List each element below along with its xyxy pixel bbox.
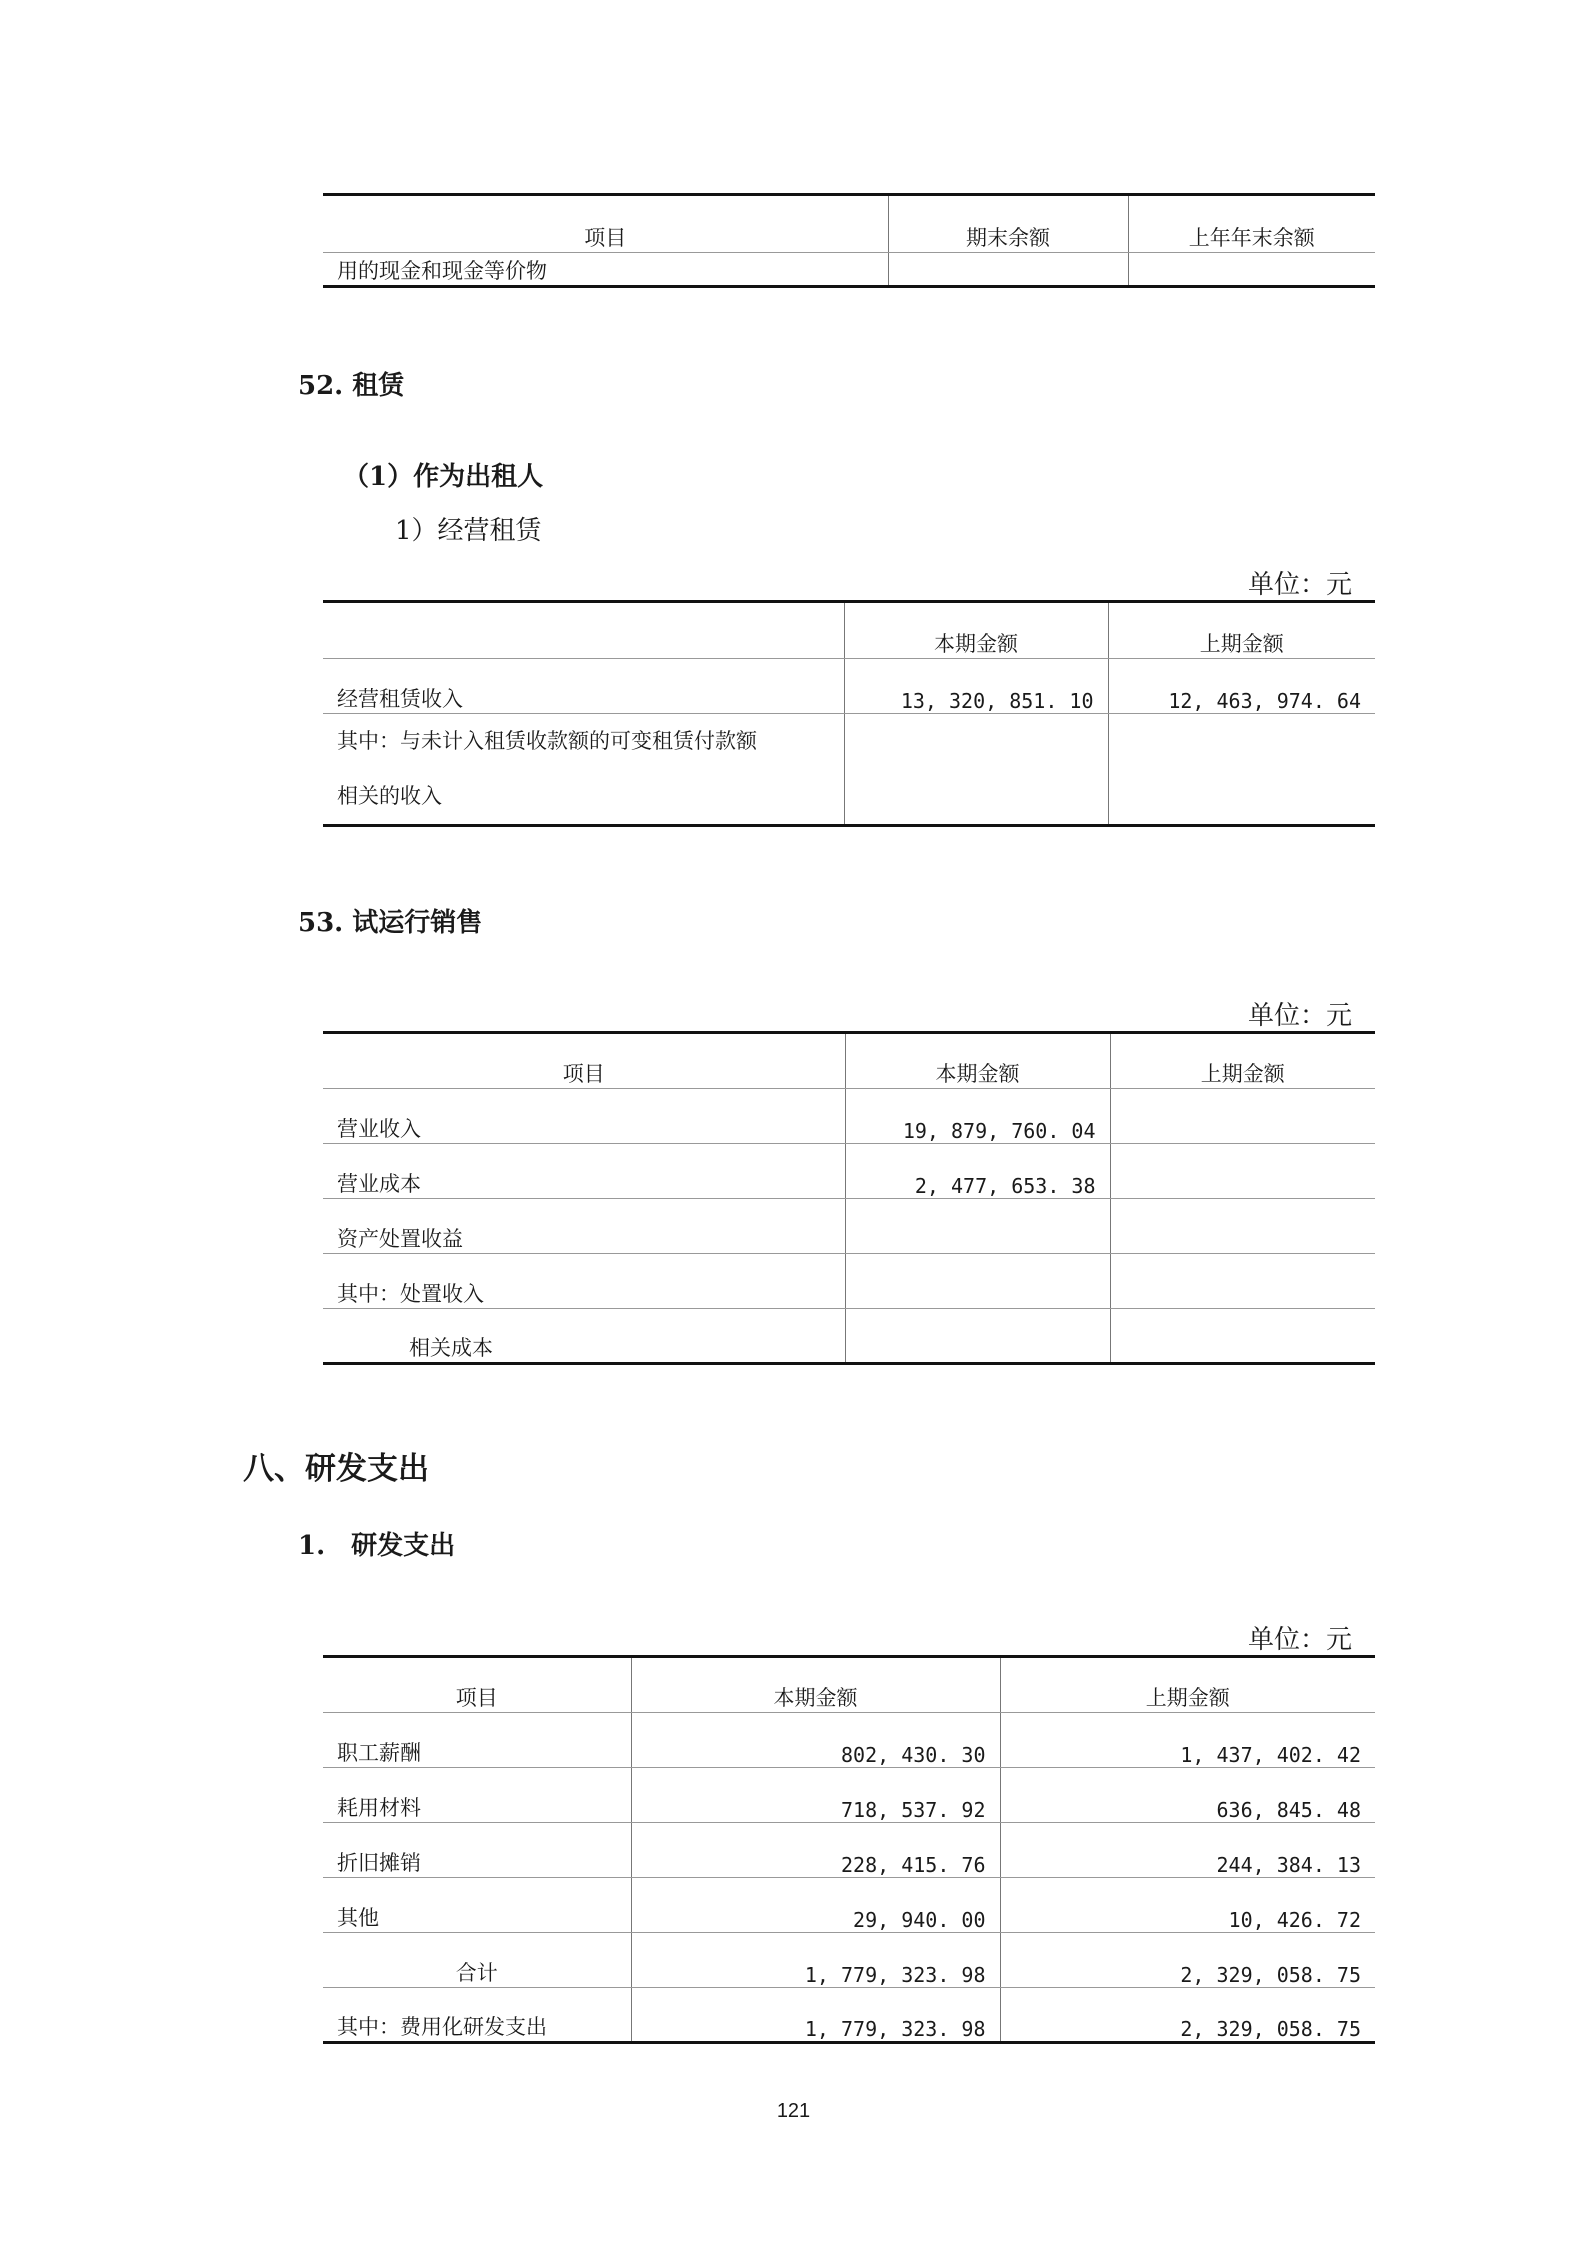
header-item: 项目 [323, 195, 888, 253]
header-item: 项目 [323, 1657, 631, 1713]
header-item [323, 602, 844, 659]
row-label: 营业收入 [323, 1089, 845, 1144]
section-53-unit: 单位：元 [1248, 1001, 1353, 1031]
row-prior: 1, 437, 402. 42 [1000, 1713, 1375, 1768]
row-prior [1110, 1199, 1375, 1254]
section-8-title: 八、研发支出 [243, 1451, 429, 1487]
row-label: 资产处置收益 [323, 1199, 845, 1254]
row-prior: 2, 329, 058. 75 [1000, 1933, 1375, 1988]
row-prior [1110, 1089, 1375, 1144]
row-current [845, 1199, 1110, 1254]
row-current: 228, 415. 76 [631, 1823, 1000, 1878]
row-current: 2, 477, 653. 38 [845, 1144, 1110, 1199]
row-current [845, 1309, 1110, 1364]
section-52-sub1: （1）作为出租人 [343, 462, 544, 492]
section-8-unit: 单位：元 [1248, 1625, 1353, 1655]
header-prior-year-end-balance: 上年年末余额 [1128, 195, 1375, 253]
section-8-sub1: 1. 研发支出 [298, 1531, 456, 1561]
row-current: 13, 320, 851. 10 [844, 659, 1108, 714]
trial-run-sales-table [323, 1031, 1375, 1365]
page-number: 121 [776, 2100, 811, 2122]
header-item: 项目 [323, 1033, 845, 1089]
section-52-unit: 单位：元 [1248, 570, 1353, 600]
header-current: 本期金额 [844, 602, 1108, 659]
operating-lease-table [323, 600, 1375, 827]
cash-equivalents-table [323, 193, 1375, 288]
row-current [845, 1254, 1110, 1309]
row-label: 相关成本 [409, 1336, 493, 1360]
row-label: 经营租赁收入 [323, 659, 844, 714]
section-52-title: 52. 租赁 [298, 371, 405, 401]
header-current: 本期金额 [845, 1033, 1110, 1089]
row-label: 其中：处置收入 [323, 1254, 845, 1309]
row-current: 1, 779, 323. 98 [631, 1988, 1000, 2043]
row-label: 职工薪酬 [323, 1713, 631, 1768]
section-52-sub2: 1）经营租赁 [395, 516, 542, 546]
row-prior: 10, 426. 72 [1000, 1878, 1375, 1933]
header-end-balance: 期末余额 [888, 195, 1128, 253]
header-prior: 上期金额 [1108, 602, 1375, 659]
rd-expense-table [323, 1655, 1375, 2044]
row-current: 802, 430. 30 [631, 1713, 1000, 1768]
row-prior [1110, 1144, 1375, 1199]
row-label: 折旧摊销 [323, 1823, 631, 1878]
row-label: 用的现金和现金等价物 [337, 259, 547, 283]
row-prior: 636, 845. 48 [1000, 1768, 1375, 1823]
row-current: 1, 779, 323. 98 [631, 1933, 1000, 1988]
row-prior [1108, 714, 1375, 826]
row-label: 其他 [323, 1878, 631, 1933]
row-prior [1110, 1254, 1375, 1309]
row-current [844, 714, 1108, 826]
header-current: 本期金额 [631, 1657, 1000, 1713]
row-label: 营业成本 [323, 1144, 845, 1199]
row-label: 其中：费用化研发支出 [337, 2015, 547, 2039]
row-current: 718, 537. 92 [631, 1768, 1000, 1823]
row-label: 耗用材料 [323, 1768, 631, 1823]
row-label: 其中：与未计入租赁收款额的可变租赁付款额 相关的收入 [337, 729, 757, 808]
row-prior: 2, 329, 058. 75 [1000, 1988, 1375, 2043]
header-prior: 上期金额 [1110, 1033, 1375, 1089]
row-prior: 244, 384. 13 [1000, 1823, 1375, 1878]
section-53-title: 53. 试运行销售 [298, 908, 483, 938]
row-prior: 12, 463, 974. 64 [1108, 659, 1375, 714]
row-prior [1110, 1309, 1375, 1364]
row-label: 合计 [323, 1933, 631, 1988]
row-current: 29, 940. 00 [631, 1878, 1000, 1933]
header-prior: 上期金额 [1000, 1657, 1375, 1713]
row-current: 19, 879, 760. 04 [845, 1089, 1110, 1144]
